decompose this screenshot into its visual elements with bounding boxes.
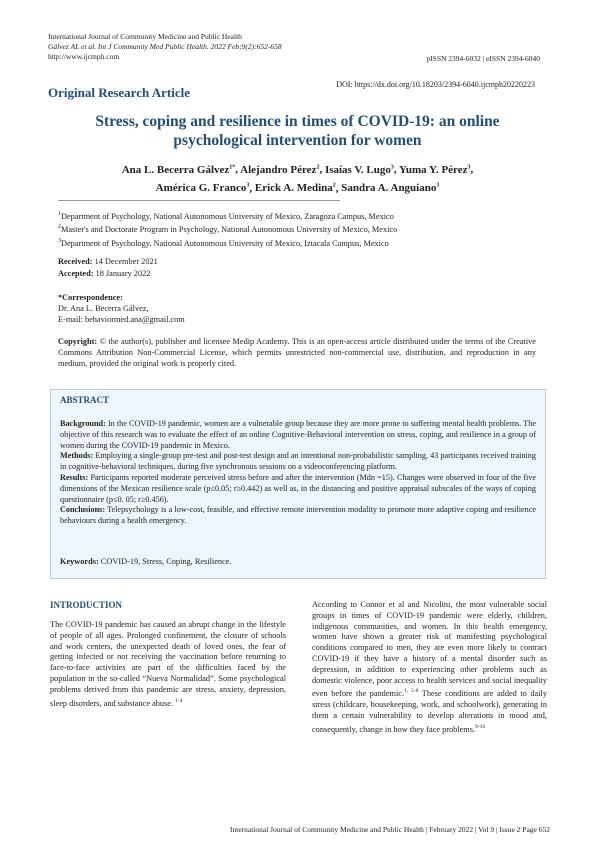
author: Sandra A. Anguiano$^3$ — [341, 182, 440, 195]
dates: Received: 14 December 2021 Accepted: 18 January 2022 — [58, 257, 158, 278]
abstract-heading: ABSTRACT — [60, 395, 110, 405]
article-type: Original Research Article — [48, 85, 191, 100]
received-date: 14 December 2021 — [94, 257, 158, 266]
article-title: Stress, coping and resilience in times of COVID-19: an online psychological intervention for women — [95, 113, 500, 149]
doi-link[interactable]: DOI: https://dx.doi.org/10.18203/2394-6040.ijcmph20220223 — [336, 80, 535, 89]
journal-name: International Journal of Community Medicine and Public Health — [48, 32, 242, 41]
citation-ref[interactable]: 1-4 — [175, 697, 183, 704]
corresponding-email[interactable]: E-mail: behaviormed.ana@gmail.com — [58, 315, 185, 324]
author-list: Ana L. Becerra Gálvez$^{1*}$, Alejandro Pérez$^2$, Isaías V. Lugo$^3$, Yuma Y. Pérez$^3$, América G. Franco$^3$, Erick A. Medina$^2$, Sandra A. Anguiano$^3$ — [121, 163, 474, 195]
author: Yuma Y. Pérez$^3$ — [398, 163, 471, 176]
abstract-results: Results: Participants reported moderate perceived stress before and after the intervention (Mdn =15). Changes were observed in four of the five dimensions of the Mexican resilience scale (p≤0.05; r≥0.442) as well as, in the distancing and positive appraisal subscales of the ways of coping questionnaire (p≤0. 05; r≥0.456). — [60, 472, 537, 504]
author: Alejandro Pérez$^2$ — [240, 163, 320, 176]
abstract-conclusions: Conclusions: Telepsychology is a low-cost, feasible, and effective remote intervention modality to promote more adaptive coping and resilience behaviours during a health emergency. — [60, 505, 536, 526]
affiliations — [58, 209, 528, 249]
author: América G. Franco$^3$ — [155, 182, 250, 195]
keywords: Keywords: COVID-19, Stress, Coping, Resilience. — [60, 557, 232, 566]
issn: pISSN 2394-6032 | eISSN 2394-6040 — [426, 54, 540, 63]
abstract-methods: Methods: Employing a single-group pre-test and post-test design and an intentional non-probabilistic sampling, 43 participants received training in cognitive-behavioral techniques, during five synchronous sessions on a videoconferencing platform. — [60, 451, 536, 472]
corresponding-author: Dr. Ana L. Becerra Gálvez, — [58, 304, 149, 313]
correspondence: *Correspondence: Dr. Ana L. Becerra Gálvez, E-mail: behaviormed.ana@gmail.com — [58, 293, 185, 324]
divider — [58, 200, 340, 201]
affiliation: $^1$Department of Psychology, National Autonomous University of Mexico, Zaragoza Campus, Mexico — [58, 211, 394, 221]
abstract-background: Background: In the COVID-19 pandemic, women are a vulnerable group because they are more prone to suffering mental health problems. The objective of this research was to evaluate the effect of an online Cognitive-Behavioral intervention on stress, coping, and resilience in a group of women during the COVID-19 pandemic in Mexico. — [60, 419, 537, 450]
affiliation: $^3$Department of Psychology, National Autonomous University of Mexico, Iztacala Campus, Mexico — [58, 237, 389, 248]
citation-ref[interactable]: 9-10 — [475, 723, 486, 730]
intro-left-column: The COVID-19 pandemic has caused an abrupt change in the lifestyle of people of all ages. Prolonged confinement, the closure of schools and work centers, the unexpected death of loved ones, the fear of getting infected or not receiving the vaccination before returning to face-to-face activities are part of the difficulties faced by the population in the so-called “Nueva Normalidad”. Some psychological problems derived from this pandemic are stress, anxiety, depression, sleep disorders, and substance abuse. $^{1-4}$ — [50, 620, 286, 708]
abstract-body — [60, 419, 536, 527]
page-footer: International Journal of Community Medicine and Public Health | February 2022 | Vol 9 | Issue 2 Page 652 — [229, 825, 550, 834]
intro-right-column: According to Connor et al and Nicolini, the most vulnerable social groups in times of COVID-19 pandemic were elderly, children, indigenous communities, and women. In this health emergency, women have shown a greater risk of manifesting psychological conditions compared to men, they are even more likely to contract COVID-19 if they have a history of a mental disorder such as depression, in addition to experiencing other problems such as domestic violence, poor access to health services and social inequality even before the pandemic.$^{1, 5-8}$ These conditions are added to daily stress (childcare, housekeeping, work, and schoolwork), generating in them a certain vulnerability to develop alterations in mood and, consequently, change in how they face problems.$^{9-10}$ — [312, 600, 547, 734]
author: Ana L. Becerra Gálvez$^{1*}$ — [121, 163, 236, 176]
introduction-heading: INTRODUCTION — [50, 600, 123, 610]
copyright-notice: Copyright: © the author(s), publisher and licensee Medip Academy. This is an open-access article distributed under the terms of the Creative Commons Attribution Non-Commercial License, which permits unrestricted non-commercial use, distribution, and reproduction in any medium, provided the original work is properly cited. — [58, 337, 536, 368]
accepted-date: 18 January 2022 — [95, 268, 151, 278]
journal-url[interactable]: http://www.ijcmph.com — [48, 52, 120, 61]
author: Erick A. Medina$^2$ — [254, 182, 336, 195]
author: Isaías V. Lugo$^3$ — [324, 163, 394, 176]
citation: Gálvez AL et al. Int J Community Med Public Health. 2022 Feb;9(2):652-658 — [48, 42, 282, 51]
citation-ref[interactable]: 1, 5-8 — [404, 688, 419, 695]
affiliation: $^2$Master's and Doctorate Program in Psychology, National Autonomous University of Mexico, Mexico — [58, 224, 398, 235]
